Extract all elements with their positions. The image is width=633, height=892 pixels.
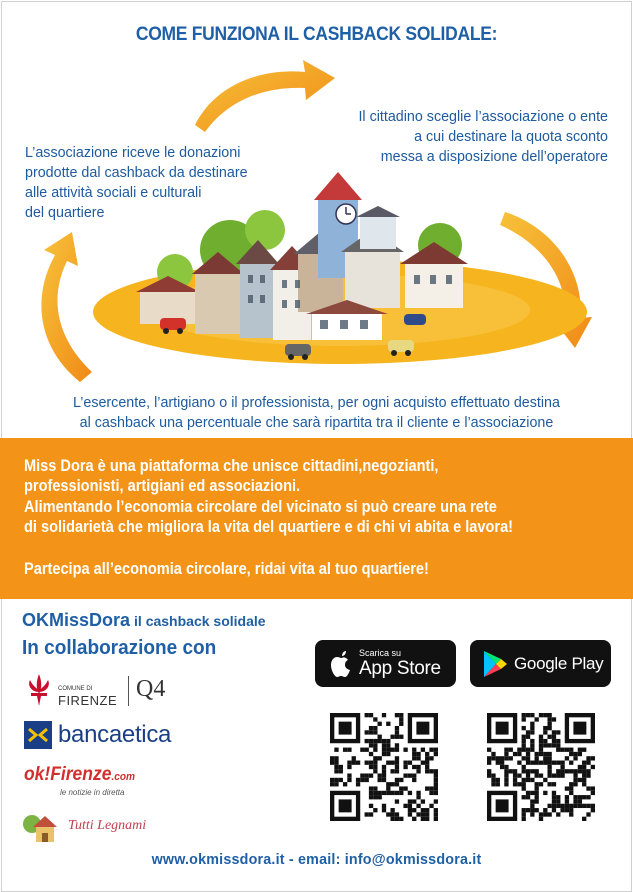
step-left-line: alle attività sociali e culturali <box>25 185 202 201</box>
step-left-line: L’associazione riceve le donazioni <box>25 145 241 161</box>
footer-contact[interactable]: www.okmissdora.it - email: info@okmissdora.it <box>151 852 482 868</box>
band-paragraph-3: Partecipa all’economia circolare, ridai vita al tuo quartiere! <box>24 560 429 578</box>
qr-code-google-play[interactable] <box>487 713 595 821</box>
okfirenze-logo <box>24 764 154 798</box>
qr-code-app-store[interactable] <box>330 713 438 821</box>
band-line: professionisti, artigiani ed associazioni. <box>24 477 301 495</box>
google-play-big-label: Google Play <box>514 653 604 673</box>
step-right-line: a cui destinare la quota sconto <box>414 129 608 145</box>
firenze-text <box>58 682 117 708</box>
brand-tagline: il cashback solidale <box>134 613 266 629</box>
apple-icon <box>327 649 353 679</box>
brand-heading <box>22 610 266 631</box>
bancaetica-wordmark: bancaetica <box>58 721 172 748</box>
okfirenze-name: ok!Firenze <box>24 764 112 785</box>
firenze-top-label: COMUNE DI <box>58 686 93 692</box>
step-left-line: prodotte dal cashback da destinare <box>25 165 248 181</box>
step-left-line: del quartiere <box>25 205 105 221</box>
okfirenze-com: .com <box>111 771 136 783</box>
band-line: Alimentando l’economia circolare del vicinato si può creare una rete <box>24 498 497 516</box>
step-right-line: messa a disposizione dell’operatore <box>380 149 608 165</box>
house-tree-icon <box>22 810 62 846</box>
google-play-button[interactable] <box>470 640 611 687</box>
tutti-legnami-logo <box>22 806 192 846</box>
step-right-line: Il cittadino sceglie l’associazione o ente <box>358 109 608 125</box>
info-band <box>0 438 633 599</box>
brand-name: OKMissDora <box>22 610 131 630</box>
step-bottom-line: al cashback una percentuale che sarà ripartita tra il cliente e l’associazione <box>79 415 554 431</box>
okfirenze-subtitle: le notizie in diretta <box>60 788 125 797</box>
page-title: COME FUNZIONA IL CASHBACK SOLIDALE: <box>135 24 498 45</box>
step-right-text <box>318 107 608 167</box>
okfirenze-wordmark <box>24 764 135 786</box>
q4-mark: Q4 <box>136 676 166 702</box>
step-bottom-text <box>20 393 613 433</box>
bancaetica-logo <box>24 721 204 751</box>
google-play-label <box>514 653 603 675</box>
collab-label: In collaborazione con <box>22 637 217 659</box>
giglio-icon <box>24 672 54 708</box>
logo-divider <box>128 676 129 706</box>
step-left-text <box>25 143 305 223</box>
arrow-left-icon <box>41 232 92 382</box>
google-play-icon <box>480 649 508 679</box>
band-line: di solidarietà che migliora la vita del quartiere e di chi vi abita e lavora! <box>24 518 514 536</box>
comune-firenze-logo <box>24 672 194 710</box>
app-store-label <box>359 648 441 680</box>
band-paragraph-1 <box>24 456 438 496</box>
bancaetica-icon <box>24 721 52 749</box>
band-paragraph-2 <box>24 497 513 537</box>
arrow-top-icon <box>195 60 335 132</box>
firenze-name: FIRENZE <box>58 693 118 708</box>
step-bottom-line: L’esercente, l’artigiano o il professionista, per ogni acquisto effettuato destina <box>73 395 560 411</box>
app-store-button[interactable] <box>315 640 456 687</box>
tutti-legnami-wordmark: Tutti Legnami <box>68 818 147 833</box>
app-store-small-label: Scarica su <box>359 647 402 658</box>
app-store-big-label: App Store <box>359 657 441 679</box>
band-line: Miss Dora è una piattaforma che unisce cittadini,negozianti, <box>24 457 439 475</box>
